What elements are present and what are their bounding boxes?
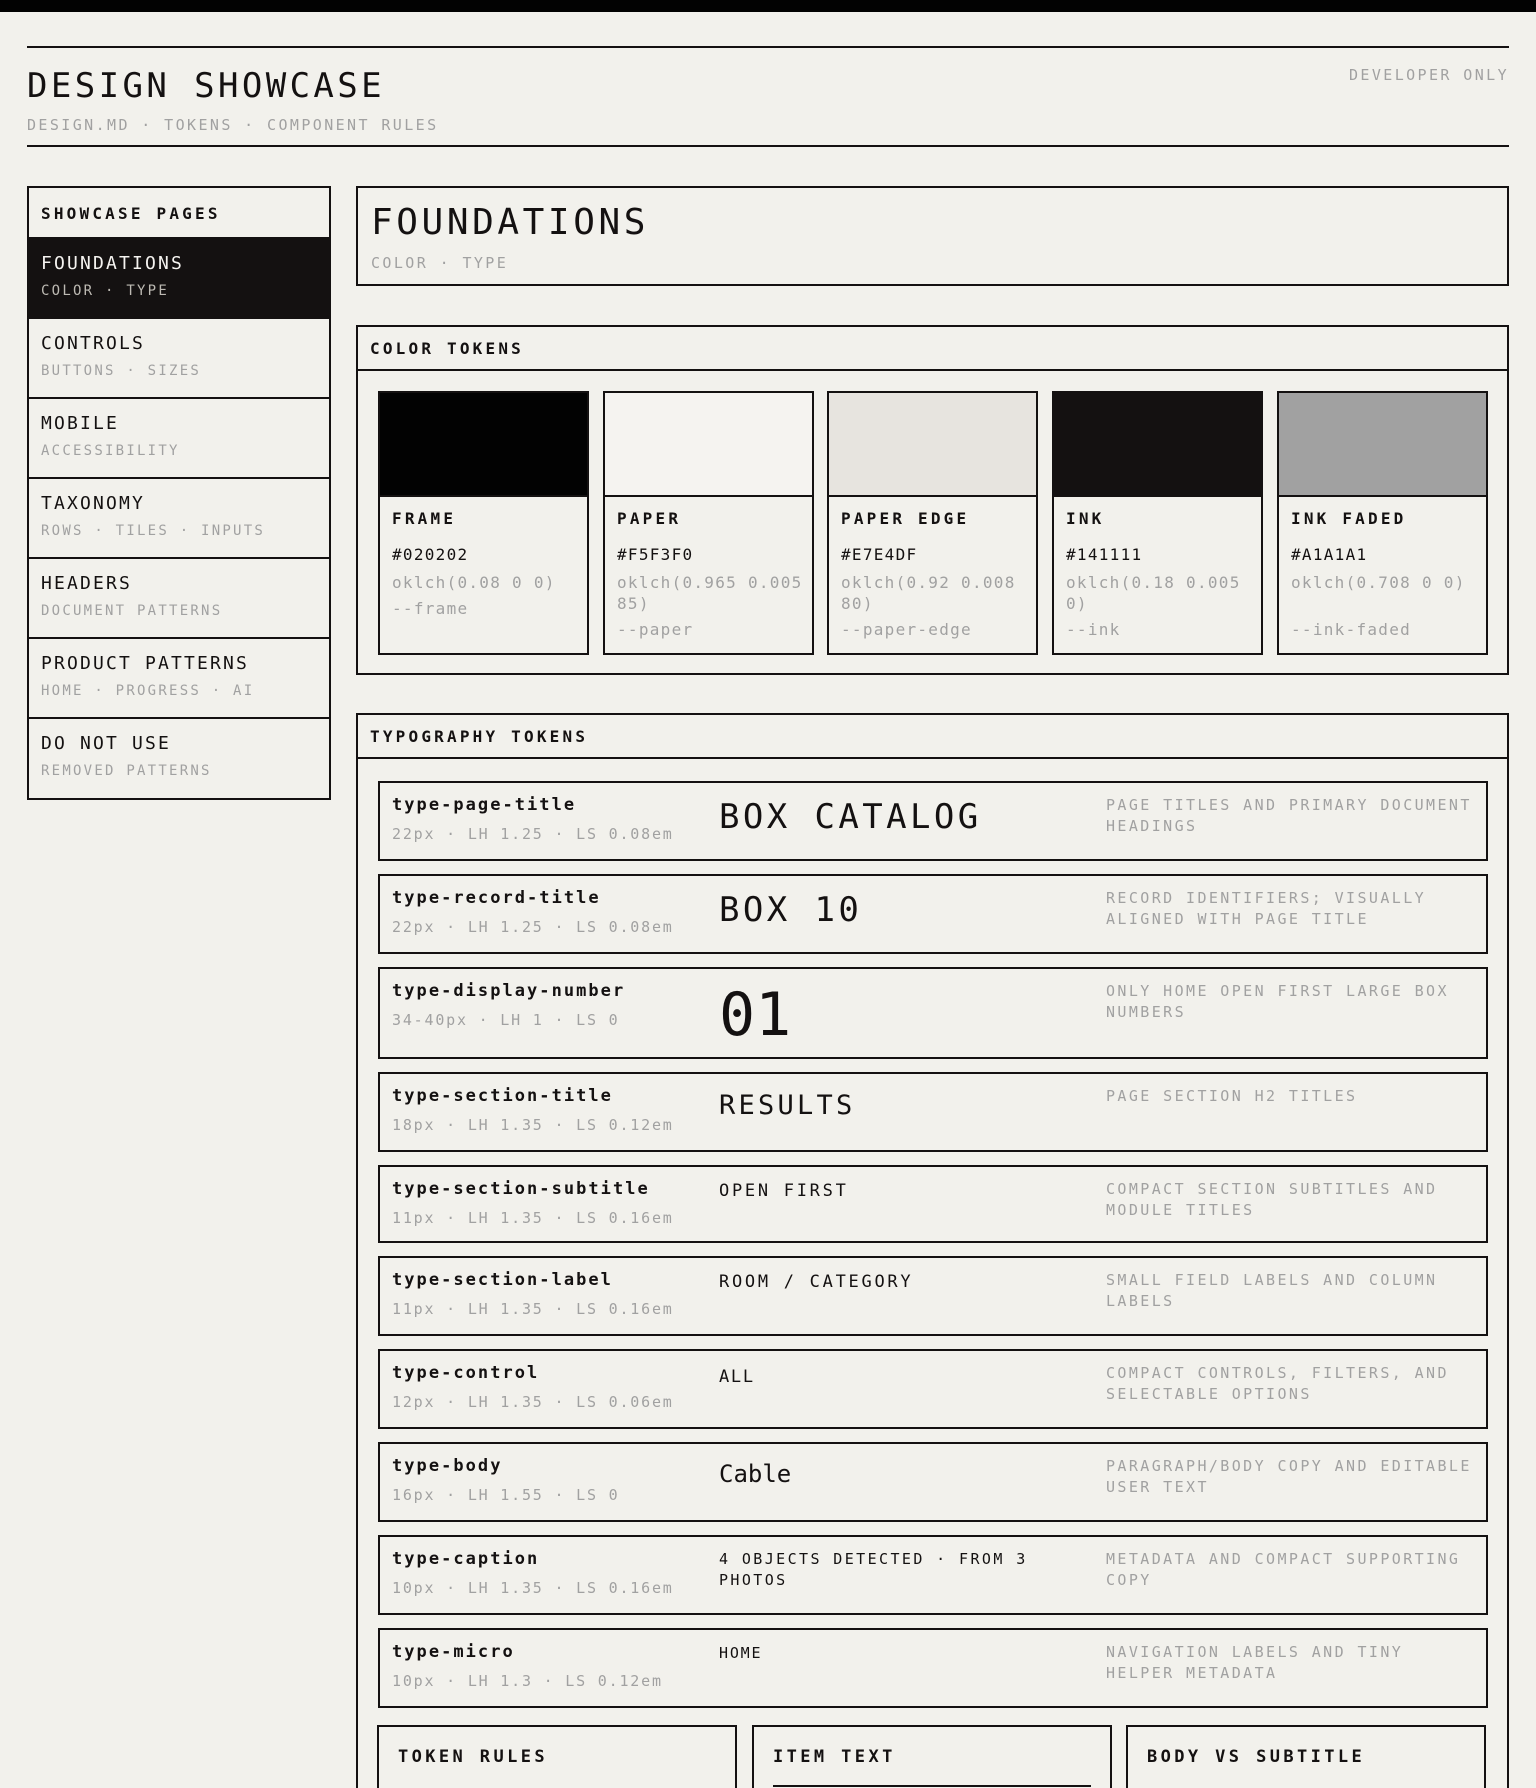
body-vs-subtitle-card — [1126, 1725, 1486, 1788]
sidebar-item-mobile[interactable] — [29, 399, 329, 479]
token-name: type-micro — [392, 1642, 515, 1662]
swatch-oklch: oklch(0.708 0 0) — [1291, 573, 1466, 592]
swatch-hex: #020202 — [392, 545, 469, 564]
token-sample: BOX 10 — [719, 890, 863, 930]
swatch-name: FRAME — [392, 509, 457, 528]
token-description: COMPACT SECTION SUBTITLES AND MODULE TITLES — [1106, 1180, 1438, 1219]
token-spec: 11px · LH 1.35 · LS 0.16em — [392, 1300, 674, 1318]
swatch-oklch: oklch(0.18 0.005 0) — [1066, 573, 1241, 613]
swatch-hex: #141111 — [1066, 545, 1143, 564]
swatch-hex: #F5F3F0 — [617, 545, 694, 564]
swatch-chip — [829, 393, 1036, 497]
card-title: BODY VS SUBTITLE — [1147, 1747, 1366, 1767]
window-frame-bar — [0, 0, 1536, 12]
card-title: ITEM TEXT — [773, 1747, 896, 1767]
color-swatch-ink-faded — [1277, 391, 1488, 655]
developer-badge: DEVELOPER ONLY — [1348, 66, 1509, 84]
token-sample: 01 — [719, 980, 792, 1050]
typography-tokens-section — [356, 713, 1509, 1788]
color-swatch-frame — [378, 391, 589, 655]
item-text-card — [752, 1725, 1112, 1788]
token-sample: ROOM / CATEGORY — [719, 1272, 914, 1292]
token-description: NAVIGATION LABELS AND TINY HELPER METADATA — [1106, 1643, 1404, 1682]
card-divider — [773, 1785, 1091, 1787]
token-spec: 18px · LH 1.35 · LS 0.12em — [392, 1116, 674, 1134]
token-spec: 16px · LH 1.55 · LS 0 — [392, 1486, 620, 1504]
sidebar-item-label: PRODUCT PATTERNS — [41, 653, 249, 674]
token-description: PARAGRAPH/BODY COPY AND EDITABLE USER TEXT — [1106, 1457, 1472, 1496]
app-title: DESIGN SHOWCASE — [27, 66, 386, 106]
token-spec: 34-40px · LH 1 · LS 0 — [392, 1011, 620, 1029]
sidebar-item-headers[interactable] — [29, 559, 329, 639]
color-swatch-paper-edge — [827, 391, 1038, 655]
sidebar-item-foundations[interactable] — [29, 239, 329, 319]
swatch-chip — [605, 393, 812, 497]
sidebar-item-product-patterns[interactable] — [29, 639, 329, 719]
token-sample: BOX CATALOG — [719, 797, 982, 837]
swatch-chip — [1054, 393, 1261, 497]
token-description: RECORD IDENTIFIERS; VISUALLY ALIGNED WITH PAGE TITLE — [1106, 889, 1427, 928]
swatch-oklch: oklch(0.965 0.005 85) — [617, 573, 803, 613]
swatch-var: --frame — [392, 599, 469, 618]
sidebar-nav — [27, 186, 331, 800]
sidebar-item-label: MOBILE — [41, 413, 119, 434]
type-token-row — [378, 1442, 1488, 1522]
token-sample: OPEN FIRST — [719, 1181, 849, 1201]
page-title: FOUNDATIONS — [371, 202, 650, 243]
token-sample: HOME — [719, 1644, 763, 1662]
sidebar-item-sub: ACCESSIBILITY — [41, 443, 180, 459]
sidebar-item-do-not-use[interactable] — [29, 719, 329, 799]
token-name: type-section-label — [392, 1270, 613, 1290]
token-description: PAGE SECTION H2 TITLES — [1106, 1087, 1358, 1105]
section-title: COLOR TOKENS — [358, 327, 1507, 371]
token-description: SMALL FIELD LABELS AND COLUMN LABELS — [1106, 1271, 1438, 1310]
type-token-row — [378, 874, 1488, 954]
type-token-row — [378, 1349, 1488, 1429]
type-token-row — [378, 781, 1488, 861]
swatch-grid — [378, 391, 1488, 655]
swatch-name: PAPER — [617, 509, 682, 528]
sidebar-item-label: CONTROLS — [41, 333, 145, 354]
color-swatch-paper — [603, 391, 814, 655]
token-spec: 10px · LH 1.3 · LS 0.12em — [392, 1672, 663, 1690]
sidebar-item-controls[interactable] — [29, 319, 329, 399]
page-title-panel — [356, 186, 1509, 286]
swatch-var: --paper-edge — [841, 620, 972, 639]
swatch-var: --paper — [617, 620, 694, 639]
token-spec: 11px · LH 1.35 · LS 0.16em — [392, 1209, 674, 1227]
sidebar-title: SHOWCASE PAGES — [29, 188, 329, 239]
swatch-oklch: oklch(0.08 0 0) — [392, 573, 556, 592]
swatch-var: --ink — [1066, 620, 1121, 639]
swatch-name: PAPER EDGE — [841, 509, 970, 528]
token-name: type-record-title — [392, 888, 601, 908]
token-name: type-page-title — [392, 795, 577, 815]
token-name: type-caption — [392, 1549, 540, 1569]
swatch-chip — [1279, 393, 1486, 497]
sidebar-item-label: TAXONOMY — [41, 493, 145, 514]
token-name: type-body — [392, 1456, 503, 1476]
token-sample: 4 OBJECTS DETECTED · FROM 3 PHOTOS — [719, 1550, 1028, 1589]
swatch-oklch: oklch(0.92 0.008 80) — [841, 573, 1016, 613]
card-title: TOKEN RULES — [398, 1747, 548, 1767]
token-description: COMPACT CONTROLS, FILTERS, AND SELECTABLE OPTIONS — [1106, 1364, 1449, 1403]
token-rules-card — [377, 1725, 737, 1788]
token-name: type-control — [392, 1363, 540, 1383]
sidebar-item-sub: HOME · PROGRESS · AI — [41, 683, 255, 699]
type-token-row — [378, 1256, 1488, 1336]
sidebar-item-sub: BUTTONS · SIZES — [41, 363, 202, 379]
token-spec: 10px · LH 1.35 · LS 0.16em — [392, 1579, 674, 1597]
swatch-chip — [380, 393, 587, 497]
type-token-row — [378, 967, 1488, 1059]
swatch-name: INK — [1066, 509, 1105, 528]
page-header — [27, 46, 1509, 147]
page-subtitle: COLOR · TYPE — [371, 254, 509, 272]
token-description: METADATA AND COMPACT SUPPORTING COPY — [1106, 1550, 1461, 1589]
token-name: type-display-number — [392, 981, 626, 1001]
swatch-name: INK FADED — [1291, 509, 1407, 528]
sidebar-item-sub: COLOR · TYPE — [41, 283, 170, 299]
sidebar-item-sub: DOCUMENT PATTERNS — [41, 603, 223, 619]
type-token-row — [378, 1165, 1488, 1243]
token-sample: RESULTS — [719, 1090, 856, 1121]
token-sample: ALL — [719, 1367, 755, 1387]
swatch-var: --ink-faded — [1291, 620, 1412, 639]
sidebar-item-label: HEADERS — [41, 573, 132, 594]
token-description: PAGE TITLES AND PRIMARY DOCUMENT HEADINGS — [1106, 796, 1472, 835]
sidebar-item-label: DO NOT USE — [41, 733, 171, 754]
color-tokens-section — [356, 325, 1509, 675]
color-swatch-ink — [1052, 391, 1263, 655]
swatch-hex: #A1A1A1 — [1291, 545, 1368, 564]
sidebar-item-taxonomy[interactable] — [29, 479, 329, 559]
type-token-row — [378, 1072, 1488, 1152]
token-sample: Cable — [719, 1460, 792, 1488]
type-token-row — [378, 1535, 1488, 1615]
section-title: TYPOGRAPHY TOKENS — [358, 715, 1507, 759]
sidebar-item-sub: REMOVED PATTERNS — [41, 763, 212, 779]
sidebar-item-sub: ROWS · TILES · INPUTS — [41, 523, 266, 539]
sidebar-item-label: FOUNDATIONS — [41, 253, 184, 274]
token-name: type-section-title — [392, 1086, 613, 1106]
swatch-hex: #E7E4DF — [841, 545, 918, 564]
token-spec: 22px · LH 1.25 · LS 0.08em — [392, 918, 674, 936]
app-subtitle: DESIGN.MD · TOKENS · COMPONENT RULES — [27, 116, 439, 134]
token-description: ONLY HOME OPEN FIRST LARGE BOX NUMBERS — [1106, 982, 1449, 1021]
token-spec: 12px · LH 1.35 · LS 0.06em — [392, 1393, 674, 1411]
token-spec: 22px · LH 1.25 · LS 0.08em — [392, 825, 674, 843]
type-token-row — [378, 1628, 1488, 1708]
token-name: type-section-subtitle — [392, 1179, 650, 1199]
